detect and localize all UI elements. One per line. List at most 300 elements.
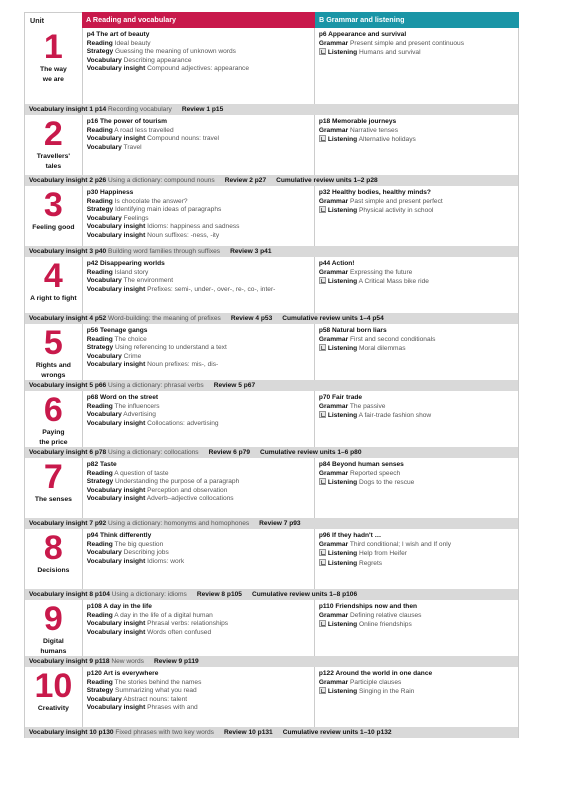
bar-bold-text: Vocabulary insight 6 p78	[29, 449, 107, 456]
lesson-line	[87, 144, 310, 153]
unit-cell	[25, 600, 83, 656]
line-label: Listening	[327, 688, 358, 696]
audio-icon	[319, 411, 326, 418]
lesson-line	[319, 478, 514, 488]
lesson-line	[87, 487, 310, 496]
line-value: Past simple and present perfect	[350, 197, 443, 205]
lesson-line	[319, 620, 514, 630]
lesson-title: p18 Memorable journeys	[318, 118, 397, 125]
lesson-title: p30 Happiness	[86, 189, 134, 196]
line-value: Phrasal verbs: relationships	[147, 620, 229, 628]
unit-name: A right to fight	[30, 295, 77, 302]
unit-number: 9	[43, 600, 63, 638]
line-label: Vocabulary insight	[86, 361, 146, 369]
line-label: Listening	[327, 136, 358, 144]
line-label: Reading	[86, 197, 113, 205]
line-value: Humans and survival	[358, 49, 421, 57]
header-grammar-listening: B Grammar and listening	[315, 12, 519, 28]
lesson-line	[87, 223, 310, 232]
line-value: Online friendships	[358, 621, 412, 629]
grammar-listening-cell	[315, 667, 518, 727]
reading-vocabulary-cell	[83, 391, 315, 447]
line-value: The big question	[114, 540, 164, 548]
unit-cell	[25, 529, 83, 589]
line-label: Vocabulary insight	[86, 65, 146, 73]
bar-bold-text: Vocabulary insight 5 p66	[29, 382, 107, 389]
line-label: Strategy	[86, 206, 114, 214]
bar-bold-text: Cumulative review units 1–10 p132	[282, 729, 392, 736]
line-label: Reading	[86, 678, 113, 686]
unit-number: 10	[34, 667, 73, 705]
bar-bold-text: Vocabulary insight 7 p92	[29, 520, 107, 527]
line-value: The choice	[114, 335, 147, 343]
line-label: Vocabulary	[86, 411, 122, 419]
line-label: Grammar	[318, 611, 349, 619]
unit-number: 5	[43, 324, 63, 362]
unit-cell	[25, 667, 83, 727]
bar-bold-text: Vocabulary insight 8 p104	[29, 591, 110, 598]
lesson-title: p16 The power of tourism	[86, 118, 167, 125]
unit-row	[24, 324, 519, 380]
audio-icon	[319, 135, 326, 142]
line-label: Grammar	[318, 402, 349, 410]
line-label: Vocabulary insight	[86, 419, 146, 427]
line-value: Compound nouns: travel	[147, 135, 219, 143]
review-bar	[24, 656, 519, 667]
lesson-title: p96 If they hadn't …	[318, 532, 382, 539]
review-bar	[24, 518, 519, 529]
bar-bold-text: Review 7 p93	[259, 520, 301, 527]
review-bar	[24, 380, 519, 391]
review-bar	[24, 313, 519, 324]
lesson-line	[87, 269, 310, 278]
bar-bold-text: Vocabulary insight 9 p118	[29, 658, 110, 665]
unit-cell	[25, 458, 83, 518]
reading-vocabulary-cell	[83, 458, 315, 518]
grammar-listening-cell	[315, 324, 518, 380]
unit-number: 1	[43, 28, 63, 66]
lesson-title: p110 Friendships now and then	[318, 603, 418, 610]
bar-bold-text: Review 10 p131	[223, 729, 273, 736]
unit-name: Feeling good	[32, 224, 75, 231]
unit-name: Digital	[42, 638, 64, 645]
lesson-line	[87, 411, 310, 420]
lesson-line	[319, 206, 514, 216]
lesson-line	[319, 541, 514, 550]
lesson-line	[319, 135, 514, 145]
line-label: Reading	[86, 335, 113, 343]
bar-text: New words	[111, 658, 144, 665]
review-bar	[24, 175, 519, 186]
lesson-line	[319, 559, 514, 569]
bar-text: Using a dictionary: compound nouns	[108, 177, 215, 184]
lesson-line	[319, 403, 514, 412]
unit-name: Travellers'	[36, 153, 71, 160]
lesson-line	[319, 549, 514, 559]
lesson-line	[87, 135, 310, 144]
line-label: Grammar	[318, 197, 349, 205]
lesson-line	[87, 40, 310, 49]
bar-bold-text: Review 1 p15	[181, 106, 224, 113]
line-value: Understanding the purpose of a paragraph	[115, 478, 240, 486]
line-value: Ideal beauty	[114, 39, 151, 47]
bar-text: Word-building: the meaning of prefixes	[108, 315, 221, 322]
line-value: Collocations: advertising	[147, 419, 219, 427]
lesson-line	[319, 470, 514, 479]
audio-icon	[319, 277, 326, 284]
unit-cell	[25, 257, 83, 313]
line-value: The passive	[349, 402, 386, 410]
line-value: Prefixes: semi-, under-, over-, re-, co-, inter-	[147, 285, 276, 293]
lesson-line	[87, 336, 310, 345]
unit-name: Rights and	[35, 362, 71, 369]
line-label: Grammar	[318, 469, 349, 477]
line-label: Strategy	[86, 344, 114, 352]
line-value: Reported speech	[350, 469, 401, 477]
line-value: Feelings	[123, 214, 149, 222]
lesson-line	[87, 48, 310, 57]
lesson-line	[87, 495, 310, 504]
lesson-line	[87, 127, 310, 136]
lesson-line	[87, 277, 310, 286]
line-value: Describing jobs	[123, 549, 169, 557]
bar-text: Using a dictionary: homonyms and homophones	[108, 520, 250, 527]
line-label: Vocabulary	[86, 695, 122, 703]
lesson-line	[87, 629, 310, 638]
audio-icon	[319, 559, 326, 566]
lesson-title: p4 The art of beauty	[86, 31, 150, 38]
lesson-line	[87, 361, 310, 370]
unit-row	[24, 458, 519, 518]
bar-bold-text: Cumulative review units 1–8 p106	[251, 591, 358, 598]
line-value: Moral dilemmas	[358, 345, 406, 353]
unit-name: The senses	[34, 496, 72, 503]
line-value: Physical activity in school	[358, 207, 434, 215]
line-value: Describing appearance	[123, 56, 192, 64]
line-label: Reading	[86, 268, 113, 276]
line-label: Listening	[327, 412, 358, 420]
bar-bold-text: Cumulative review units 1–2 p28	[276, 177, 378, 184]
bar-text: Using a dictionary: collocations	[108, 449, 199, 456]
bar-bold-text: Vocabulary insight 2 p26	[29, 177, 107, 184]
lesson-line	[319, 40, 514, 49]
line-value: First and second conditionals	[350, 335, 436, 343]
bar-text: Using a dictionary: idioms	[111, 591, 187, 598]
line-label: Reading	[86, 402, 113, 410]
unit-name: the price	[39, 439, 68, 447]
line-label: Grammar	[318, 678, 349, 686]
lesson-line	[87, 353, 310, 362]
line-label: Vocabulary	[86, 143, 122, 151]
line-value: Guessing the meaning of unknown words	[115, 48, 236, 56]
line-value: A Critical Mass bike ride	[358, 278, 429, 286]
bar-bold-text: Vocabulary insight 4 p52	[29, 315, 107, 322]
line-label: Reading	[86, 39, 113, 47]
line-value: The influencers	[114, 402, 160, 410]
reading-vocabulary-cell	[83, 28, 315, 104]
audio-icon	[319, 206, 326, 213]
line-value: Singing in the Rain	[358, 688, 415, 696]
line-value: Using referencing to understand a text	[115, 344, 227, 352]
line-label: Vocabulary insight	[86, 557, 146, 565]
line-value: Travel	[123, 143, 142, 151]
line-value: A question of taste	[114, 469, 169, 477]
unit-name: The way	[39, 66, 67, 73]
line-value: Third conditional; I wish and If only	[349, 540, 452, 548]
lesson-line	[87, 65, 310, 74]
reading-vocabulary-cell	[83, 667, 315, 727]
header-reading-vocabulary: A Reading and vocabulary	[82, 12, 315, 28]
bar-text: Recording vocabulary	[108, 106, 172, 113]
line-value: Participle clauses	[350, 678, 402, 686]
lesson-line	[87, 696, 310, 705]
unit-name: tales	[45, 163, 62, 171]
line-label: Vocabulary insight	[86, 620, 146, 628]
line-value: Is chocolate the answer?	[114, 197, 188, 205]
line-value: Defining relative clauses	[350, 611, 422, 619]
unit-name: we are	[42, 76, 64, 84]
line-value: Crime	[123, 352, 142, 360]
bar-text: Building word families through suffixes	[108, 248, 221, 255]
unit-row	[24, 115, 519, 175]
bar-bold-text: Vocabulary insight 3 p40	[29, 248, 107, 255]
grammar-listening-cell	[315, 115, 518, 175]
line-label: Grammar	[318, 540, 349, 548]
line-label: Listening	[327, 345, 358, 353]
line-value: Alternative holidays	[358, 136, 416, 144]
lesson-line	[319, 48, 514, 58]
lesson-line	[87, 198, 310, 207]
line-value: Expressing the future	[350, 268, 413, 276]
unit-number: 7	[43, 458, 63, 496]
audio-icon	[319, 48, 326, 55]
grammar-listening-cell	[315, 600, 518, 656]
lesson-title: p6 Appearance and survival	[318, 31, 407, 38]
bar-bold-text: Vocabulary insight 1 p14	[29, 106, 107, 113]
reading-vocabulary-cell	[83, 600, 315, 656]
unit-cell	[25, 186, 83, 246]
lesson-title: p68 Word on the street	[86, 394, 159, 401]
line-label: Vocabulary	[86, 214, 122, 222]
bar-bold-text: Review 3 p41	[230, 248, 272, 255]
line-value: A fair-trade fashion show	[358, 412, 432, 420]
reading-vocabulary-cell	[83, 257, 315, 313]
review-bar	[24, 104, 519, 115]
line-label: Reading	[86, 540, 113, 548]
unit-row	[24, 186, 519, 246]
line-label: Vocabulary	[86, 352, 122, 360]
bar-text: Using a dictionary: phrasal verbs	[108, 382, 204, 389]
line-label: Listening	[327, 479, 358, 487]
line-label: Listening	[327, 49, 358, 57]
lesson-line	[87, 286, 310, 295]
review-bar	[24, 589, 519, 600]
grammar-listening-cell	[315, 28, 518, 104]
line-label: Vocabulary insight	[86, 135, 146, 143]
line-label: Vocabulary insight	[86, 495, 146, 503]
audio-icon	[319, 549, 326, 556]
line-value: Regrets	[358, 559, 383, 567]
line-value: Perception and observation	[147, 486, 228, 494]
line-label: Vocabulary insight	[86, 223, 146, 231]
bar-bold-text: Cumulative review units 1–4 p54	[282, 315, 384, 322]
lesson-line	[319, 277, 514, 287]
reading-vocabulary-cell	[83, 115, 315, 175]
header-unit: Unit	[24, 12, 82, 28]
lesson-line	[319, 336, 514, 345]
line-label: Vocabulary insight	[86, 486, 146, 494]
lesson-title: p32 Healthy bodies, healthy minds?	[318, 189, 431, 196]
unit-cell	[25, 28, 83, 104]
line-label: Grammar	[318, 39, 349, 47]
line-value: Identifying main ideas of paragraphs	[115, 206, 222, 214]
line-value: Island story	[114, 268, 149, 276]
lesson-line	[87, 704, 310, 713]
bar-bold-text: Review 8 p105	[196, 591, 242, 598]
bar-bold-text: Review 6 p79	[208, 449, 250, 456]
line-label: Listening	[327, 550, 358, 558]
line-label: Vocabulary insight	[86, 231, 146, 239]
units-list	[24, 28, 519, 738]
lesson-line	[87, 612, 310, 621]
audio-icon	[319, 620, 326, 627]
bar-bold-text: Review 9 p119	[153, 658, 199, 665]
line-value: Adverb–adjective collocations	[146, 495, 234, 503]
lesson-line	[87, 470, 310, 479]
reading-vocabulary-cell	[83, 186, 315, 246]
lesson-line	[319, 127, 514, 136]
review-bar	[24, 727, 519, 738]
lesson-title: p44 Action!	[318, 260, 355, 267]
line-value: Words often confused	[147, 628, 212, 636]
line-label: Listening	[327, 207, 358, 215]
grammar-listening-cell	[315, 186, 518, 246]
lesson-line	[87, 541, 310, 550]
lesson-line	[319, 269, 514, 278]
bar-bold-text: Review 2 p27	[224, 177, 267, 184]
bar-bold-text: Review 5 p67	[213, 382, 256, 389]
lesson-line	[87, 232, 310, 241]
line-value: Present simple and present continuous	[350, 39, 464, 47]
line-label: Strategy	[86, 478, 114, 486]
unit-number: 8	[43, 529, 63, 567]
line-value: Help from Heifer	[358, 550, 407, 558]
unit-number: 4	[43, 257, 63, 295]
unit-name: wrongs	[41, 372, 66, 380]
unit-name: humans	[40, 648, 67, 656]
lesson-line	[319, 679, 514, 688]
line-label: Strategy	[86, 687, 114, 695]
grammar-listening-cell	[315, 391, 518, 447]
lesson-line	[319, 344, 514, 354]
lesson-title: p84 Beyond human senses	[318, 461, 404, 468]
lesson-title: p56 Teenage gangs	[86, 327, 148, 334]
bar-bold-text: Cumulative review units 1–6 p80	[260, 449, 362, 456]
unit-number: 6	[43, 391, 63, 429]
line-value: The stories behind the names	[114, 678, 202, 686]
lesson-title: p82 Taste	[86, 461, 117, 468]
grammar-listening-cell	[315, 257, 518, 313]
lesson-title: p70 Fair trade	[318, 394, 363, 401]
line-value: Noun prefixes: mis-, dis-	[147, 361, 219, 369]
review-bar	[24, 246, 519, 257]
line-label: Vocabulary	[86, 549, 122, 557]
lesson-line	[87, 403, 310, 412]
unit-row	[24, 28, 519, 104]
lesson-line	[87, 558, 310, 567]
line-value: Phrases with and	[147, 704, 198, 712]
grammar-listening-cell	[315, 458, 518, 518]
line-label: Grammar	[318, 268, 349, 276]
lesson-line	[87, 215, 310, 224]
reading-vocabulary-cell	[83, 529, 315, 589]
line-label: Grammar	[318, 335, 349, 343]
unit-row	[24, 257, 519, 313]
audio-icon	[319, 687, 326, 694]
unit-cell	[25, 324, 83, 380]
lesson-line	[319, 198, 514, 207]
line-label: Listening	[327, 559, 358, 567]
line-value: Compound adjectives: appearance	[147, 65, 250, 73]
line-value: Idioms: happiness and sadness	[147, 223, 240, 231]
unit-row	[24, 667, 519, 727]
unit-name: Decisions	[37, 567, 70, 574]
unit-row	[24, 600, 519, 656]
line-value: A road less travelled	[114, 126, 174, 134]
reading-vocabulary-cell	[83, 324, 315, 380]
unit-name: Creativity	[37, 705, 69, 712]
lesson-title: p42 Disappearing worlds	[86, 260, 165, 267]
line-value: Dogs to the rescue	[358, 479, 415, 487]
line-label: Listening	[327, 621, 358, 629]
lesson-line	[319, 687, 514, 697]
grammar-listening-cell	[315, 529, 518, 589]
audio-icon	[319, 478, 326, 485]
lesson-line	[319, 411, 514, 421]
bar-text: Fixed phrases with two key words	[115, 729, 214, 736]
line-value: Abstract nouns: talent	[123, 695, 188, 703]
bar-bold-text: Vocabulary insight 10 p130	[29, 729, 114, 736]
line-label: Listening	[327, 278, 358, 286]
lesson-line	[87, 57, 310, 66]
line-label: Vocabulary insight	[86, 628, 146, 636]
line-value: The environment	[123, 277, 174, 285]
lesson-line	[87, 620, 310, 629]
line-label: Reading	[86, 611, 113, 619]
line-value: Idioms: work	[147, 557, 185, 565]
lesson-line	[87, 344, 310, 353]
unit-row	[24, 391, 519, 447]
line-value: Summarizing what you read	[115, 687, 197, 695]
line-label: Vocabulary insight	[86, 285, 146, 293]
line-label: Vocabulary insight	[86, 704, 146, 712]
lesson-title: p58 Natural born liars	[318, 327, 387, 334]
review-bar	[24, 447, 519, 458]
lesson-title: p122 Around the world in one dance	[318, 670, 433, 677]
unit-cell	[25, 115, 83, 175]
line-label: Reading	[86, 469, 113, 477]
line-label: Reading	[86, 126, 113, 134]
unit-row	[24, 529, 519, 589]
lesson-line	[87, 549, 310, 558]
unit-number: 2	[43, 115, 63, 153]
line-label: Vocabulary	[86, 277, 122, 285]
line-label: Strategy	[86, 48, 114, 56]
line-value: Noun suffixes: -ness, -ity	[147, 231, 220, 239]
line-value: Narrative tenses	[350, 126, 399, 134]
line-value: A day in the life of a digital human	[114, 611, 213, 619]
lesson-line	[87, 478, 310, 487]
